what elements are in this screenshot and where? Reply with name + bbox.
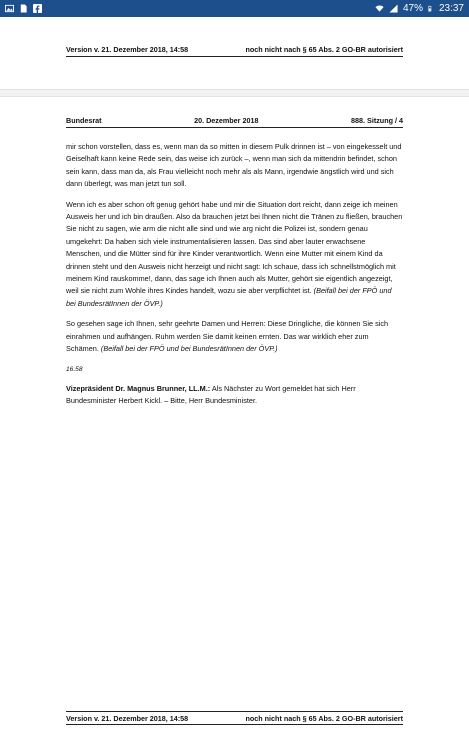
speaker-paragraph: Vizepräsident Dr. Magnus Brunner, LL.M.: Als Nächster zu Wort gemeldet hat sich Herr Bundesminister Herbert Kickl. – Bitte, Herr Bundesminister. (66, 383, 356, 406)
paragraph: So gesehen sage ich Ihnen, sehr geehrte Damen und Herren: Diese Dringliche, die können Sie sich einrahmen und aufhängen. Ruhm werden Sie damit keinen ernten. Das war wirklich eher zum Schämen. (Beifall bei der FPÖ und bei BundesrätInnen der ÖVP.) (66, 319, 389, 354)
signal-icon (389, 4, 398, 13)
clock: 23:37 (438, 3, 464, 14)
authorization-note: noch nicht nach § 65 Abs. 2 GO-BR autorisiert (245, 45, 403, 54)
header-left: Bundesrat (66, 116, 102, 125)
battery-icon (428, 4, 434, 13)
divider-line (66, 56, 403, 57)
file-icon (19, 4, 28, 13)
status-bar (0, 0, 469, 17)
footer-divider-2 (66, 724, 403, 725)
header-divider (66, 127, 403, 128)
status-bar-left (5, 4, 42, 13)
image-icon (5, 4, 14, 13)
authorization-note: noch nicht nach § 65 Abs. 2 GO-BR autorisiert (245, 714, 403, 723)
version-text: Version v. 21. Dezember 2018, 14:58 (66, 45, 189, 54)
version-bar-top (66, 45, 403, 54)
version-bar-bottom (66, 714, 403, 723)
timestamp: 16.58 (66, 365, 83, 373)
footer-divider (66, 711, 403, 712)
version-text: Version v. 21. Dezember 2018, 14:58 (66, 714, 189, 723)
applause-note: (Beifall bei der FPÖ und bei BundesrätInnen der ÖVP.) (100, 344, 278, 354)
paragraph: Wenn ich es aber schon oft genug gehört habe und mir die Situation dort reicht, dann zeige ich meinen Ausweis her und ich bin draußen. Also da brauchen jetzt bei Ihnen nicht die Tränen zu fließen, brauchen Sie nicht zu sagen, wie arm die nicht alle sind und wie arg nicht die Polizei ist, sondern genau umgekehrt: Da haben sich viele instrumentalisieren lassen. Das sind aber lauter erwachsene Menschen, und die Mütter sind für ihre Kinder verantwortlich. Wenn eine Mutter mit einem Kind da drinnen steht und den Ausweis nicht herzeigt und nicht sagt: Ich schaue, dass ich schnellstmöglich mit meinem Kind rauskomme!, dann, das sage ich Ihnen auch als Mutter, gehört sie eigentlich angezeigt, weil sie nicht zum Wohle ihres Kindes handelt, wozu sie aber verpflichtet ist. (Beifall bei der FPÖ und bei BundesrätInnen der ÖVP.) (66, 199, 403, 308)
paragraph: mir schon vorstellen, dass es, wenn man da so mitten in diesem Pulk drinnen ist – von eingekesselt und Geiselhaft kann keine Rede sein, das weise ich zurück –, wenn man sich da mittendrin befindet, schon sein kann, dass man da, als Frau vielleicht noch mehr als als Mann, irgendwie ängstlich wird und sich dann überlegt, was man jetzt tun soll. (66, 142, 402, 189)
header-session: 888. Sitzung / 4 (351, 116, 403, 125)
speaker-name: Vizepräsident Dr. Magnus Brunner, LL.M.: (66, 383, 211, 393)
header-date: 20. Dezember 2018 (194, 116, 259, 125)
status-bar-right (375, 3, 464, 14)
wifi-icon (375, 4, 384, 13)
battery-percentage: 47% (402, 3, 423, 14)
page-body (66, 141, 403, 416)
facebook-icon (33, 4, 42, 13)
page-gap (0, 89, 469, 97)
page-header (66, 116, 403, 125)
applause-note: (Beifall bei der FPÖ und bei BundesrätInnen der ÖVP.) (66, 286, 392, 308)
